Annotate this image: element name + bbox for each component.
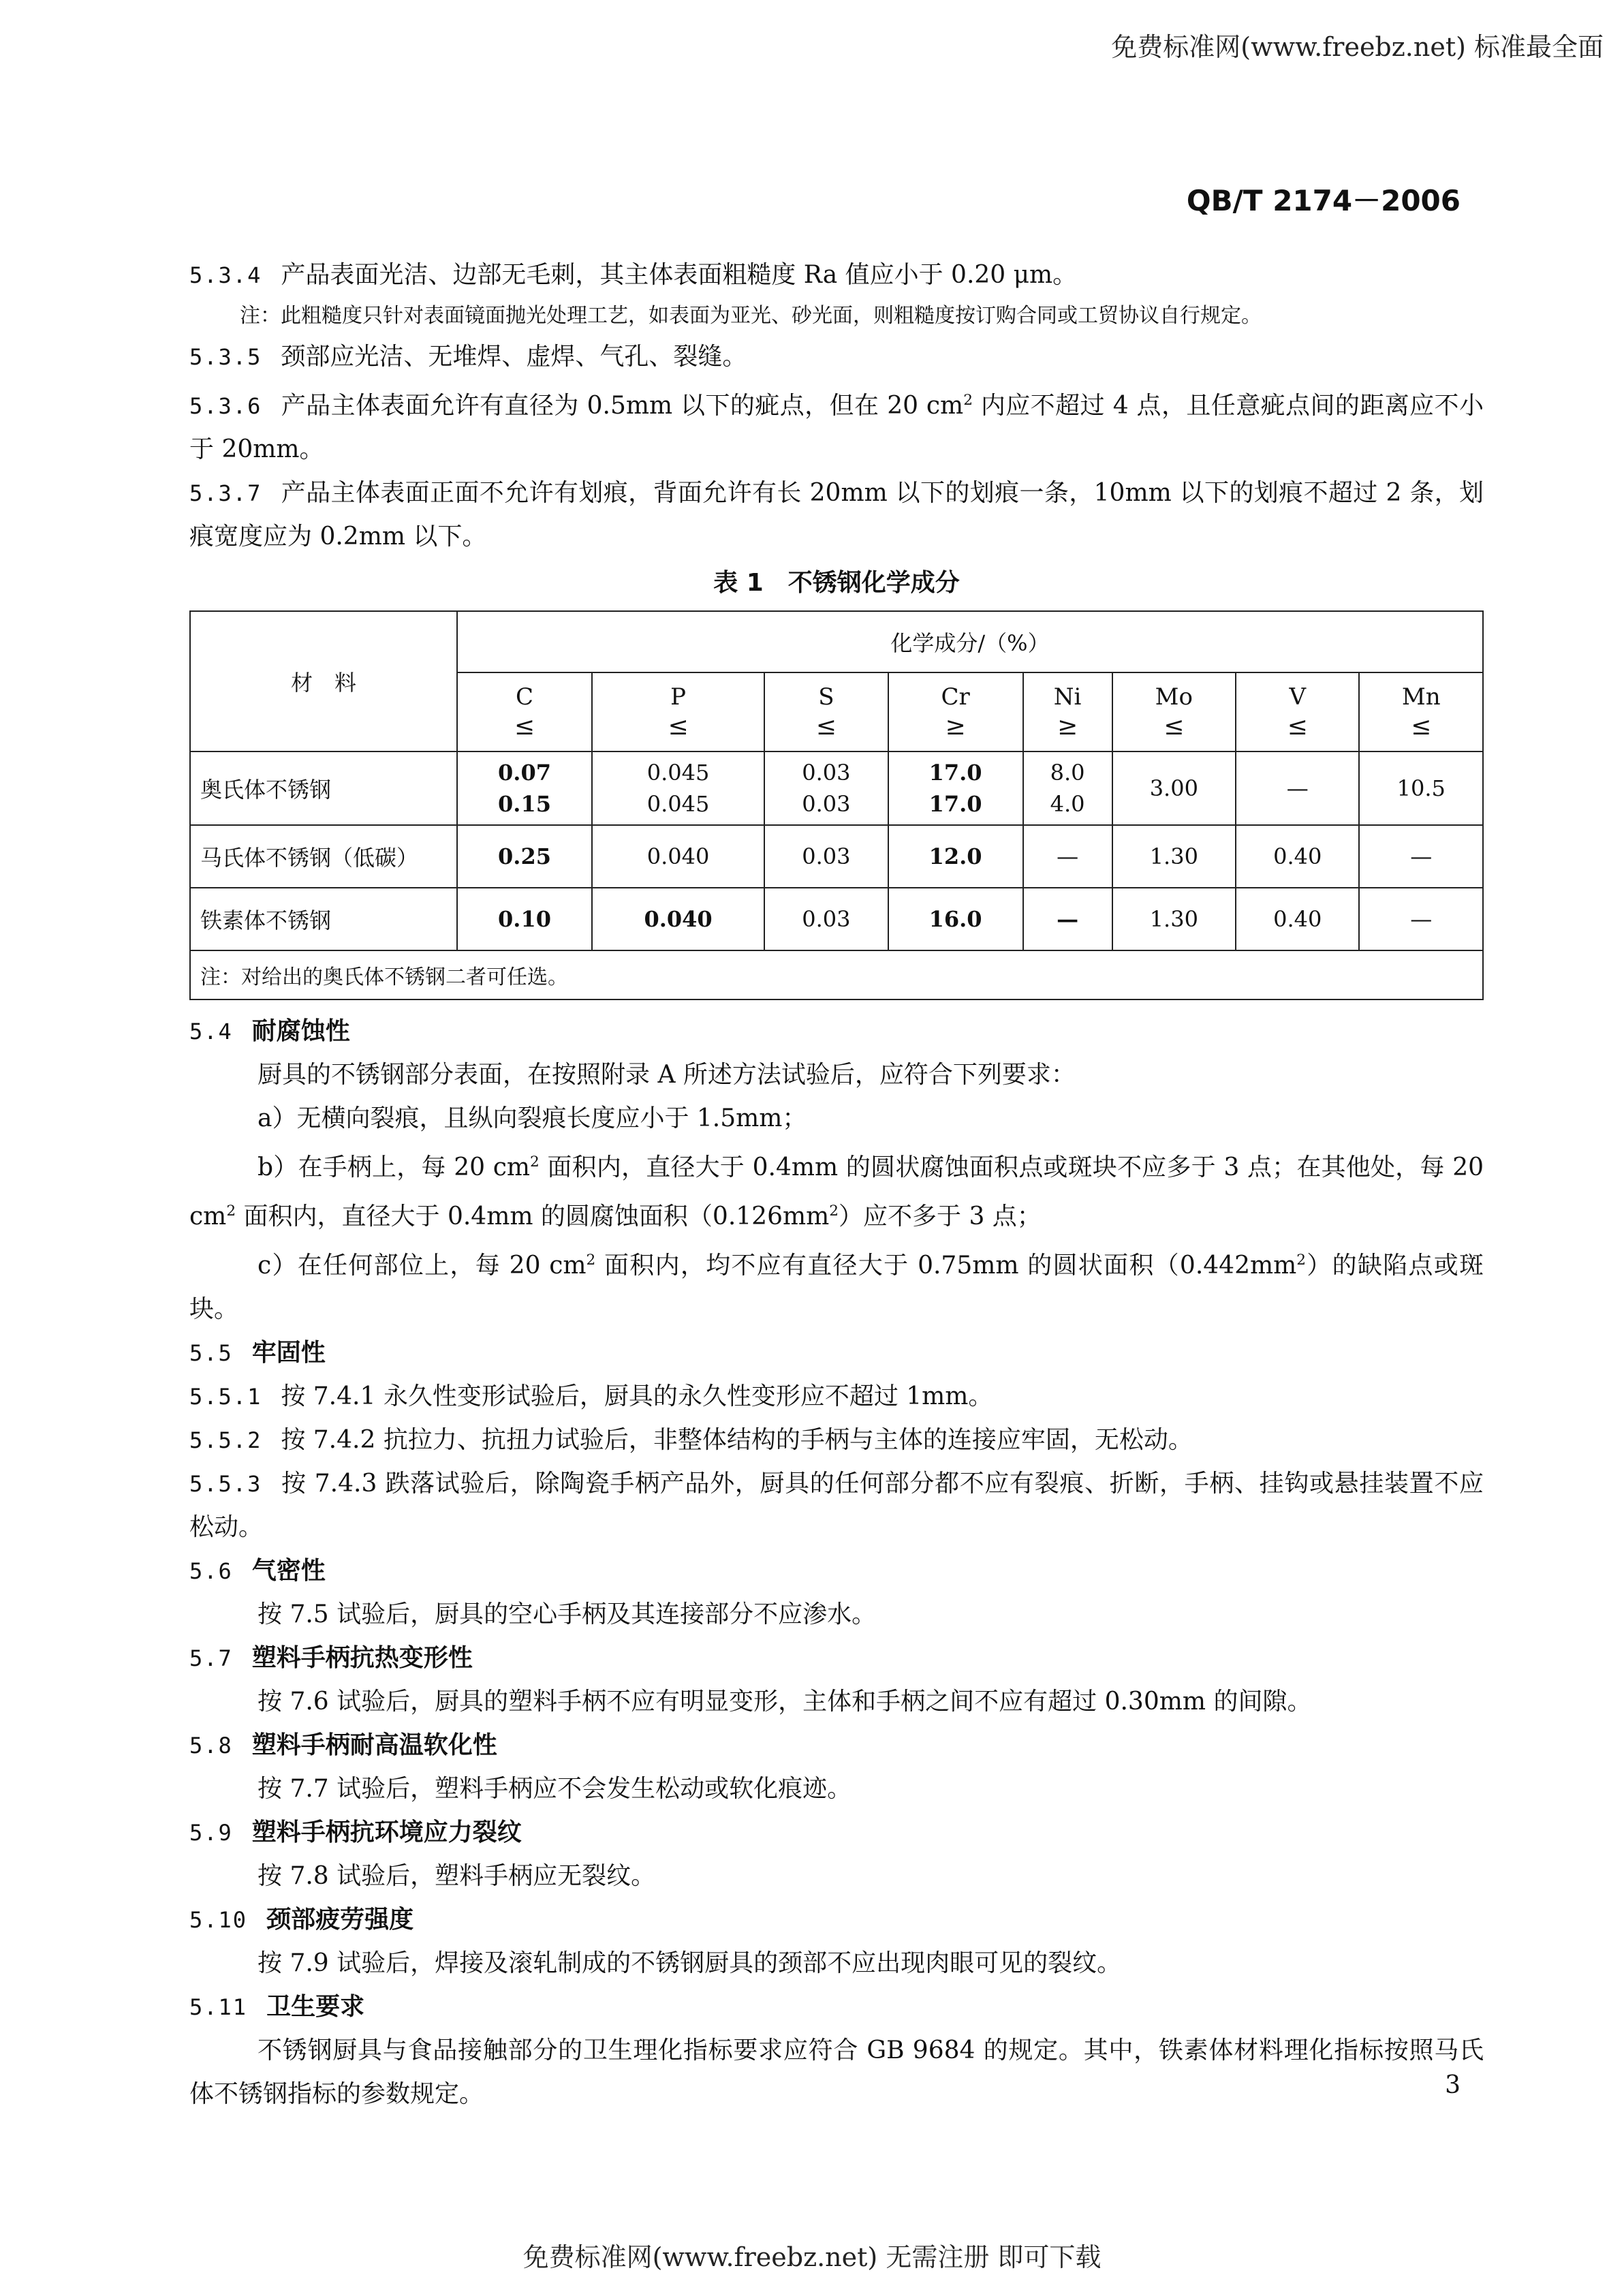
- element-header: Cr ≥: [888, 672, 1023, 751]
- value-cell: 1.30: [1112, 825, 1236, 888]
- chemical-composition-table: [189, 610, 1484, 1000]
- section-5-6: [189, 1549, 1484, 1593]
- value-cell: 0.040: [592, 825, 764, 888]
- element-header: Mn ≤: [1359, 672, 1483, 751]
- value-cell: 12.0: [888, 825, 1023, 888]
- clause-text: 产品主体表面允许有直径为 0.5mm 以下的疵点，但在 20 cm: [281, 392, 964, 420]
- clause-number: 5.3.5: [189, 344, 262, 370]
- section-title: 颈部疲劳强度: [266, 1906, 414, 1934]
- section-number: 5.6: [189, 1558, 233, 1584]
- section-number: 5.4: [189, 1019, 233, 1044]
- value-cell: 17.0 17.0: [888, 751, 1023, 825]
- clause-number: 5.3.7: [189, 480, 262, 506]
- value-cell: —: [1236, 751, 1359, 825]
- section-title: 牢固性: [251, 1339, 326, 1367]
- section-number: 5.10: [189, 1907, 248, 1933]
- table-title: 表 1 不锈钢化学成分: [713, 569, 960, 597]
- section-5-9: [189, 1811, 1484, 1855]
- value-cell: —: [1359, 888, 1483, 950]
- element-header: C ≤: [457, 672, 592, 751]
- material-header: 材 料: [190, 611, 457, 751]
- section-number: 5.9: [189, 1820, 233, 1846]
- element-header: S ≤: [764, 672, 888, 751]
- clause-text: 颈部应光洁、无堆焊、虚焊、气孔、裂缝。: [281, 343, 747, 371]
- element-header: Mo ≤: [1112, 672, 1236, 751]
- table-header-row: [190, 611, 1483, 672]
- element-header: Ni ≥: [1023, 672, 1112, 751]
- value-cell: 0.040: [592, 888, 764, 950]
- clause-text: 按 7.4.3 跌落试验后，除陶瓷手柄产品外，厨具的任何部分都不应有裂痕、折断，手柄、挂钩或悬挂装置不应松动。: [189, 1470, 1484, 1541]
- section-5-8: [189, 1724, 1484, 1767]
- clause-text: 产品表面光洁、边部无毛刺，其主体表面粗糙度 Ra 值应小于 0.20 μm。: [281, 261, 1078, 289]
- list-item-c: c）在任何部位上，每 20 $cm^2$ 面积内，均不应有直径大于 0.75mm 的圆状面积$(0.442mm^2)$的缺陷点或斑块。: [189, 1252, 1484, 1323]
- clause-5-3-4-note: 注：此粗糙度只针对表面镜面抛光处理工艺，如表面为亚光、砂光面，则粗糙度按订购合同或工贸协议自行规定。: [240, 304, 1262, 328]
- section-5-4-intro: 厨具的不锈钢部分表面，在按照附录 A 所述方法试验后，应符合下列要求：: [257, 1061, 1076, 1089]
- section-5-9-text: 按 7.8 试验后，塑料手柄应无裂纹。: [257, 1862, 656, 1890]
- value-cell: 0.07 0.15: [457, 751, 592, 825]
- section-5-10: [189, 1898, 1484, 1942]
- page-content: [189, 253, 1484, 2116]
- value-cell: 0.045 0.045: [592, 751, 764, 825]
- material-cell: 马氏体不锈钢（低碳）: [190, 825, 457, 888]
- section-title: 耐腐蚀性: [251, 1017, 350, 1045]
- element-header: V ≤: [1236, 672, 1359, 751]
- value-cell: 0.25: [457, 825, 592, 888]
- material-cell: 奥氏体不锈钢: [190, 751, 457, 825]
- value-cell: 8.0 4.0: [1023, 751, 1112, 825]
- section-5-11: [189, 1985, 1484, 2029]
- superscript: 2: [963, 392, 973, 409]
- clause-5-3-5: [189, 335, 1484, 379]
- element-header: P ≤: [592, 672, 764, 751]
- clause-number: 5.5.3: [189, 1471, 262, 1497]
- watermark-bottom: 免费标准网(www.freebz.net) 无需注册 即可下载: [522, 2242, 1102, 2272]
- section-number: 5.11: [189, 1994, 248, 2020]
- value-cell: 3.00: [1112, 751, 1236, 825]
- clause-number: 5.3.6: [189, 393, 262, 419]
- material-cell: 铁素体不锈钢: [190, 888, 457, 950]
- section-5-4: [189, 1010, 1484, 1053]
- page-number: 3: [1445, 2071, 1461, 2099]
- table-note-row: [190, 950, 1483, 999]
- value-cell: —: [1023, 888, 1112, 950]
- composition-header: 化学成分/（%）: [457, 611, 1483, 672]
- value-cell: 0.40: [1236, 888, 1359, 950]
- table-row: [190, 888, 1483, 950]
- section-number: 5.8: [189, 1733, 233, 1758]
- list-item-a: a）无横向裂痕，且纵向裂痕长度应小于 1.5mm；: [257, 1104, 807, 1132]
- section-5-8-text: 按 7.7 试验后，塑料手柄应不会发生松动或软化痕迹。: [257, 1775, 852, 1803]
- value-cell: 0.10: [457, 888, 592, 950]
- clause-text: 按 7.4.2 抗拉力、抗扭力试验后，非整体结构的手柄与主体的连接应牢固，无松动。: [281, 1426, 1193, 1454]
- section-5-10-text: 按 7.9 试验后，焊接及滚轧制成的不锈钢厨具的颈部不应出现肉眼可见的裂纹。: [257, 1949, 1122, 1977]
- section-5-5: [189, 1331, 1484, 1375]
- value-cell: 0.40: [1236, 825, 1359, 888]
- clause-5-5-2: [189, 1419, 1484, 1462]
- clause-5-3-4: [189, 253, 1484, 297]
- clause-text: 内应不超过 4 点，且任意疵点间的距离应不小于 20mm。: [189, 392, 1484, 463]
- section-5-7-text: 按 7.6 试验后，厨具的塑料手柄不应有明显变形，主体和手柄之间不应有超过 0.30mm 的间隙。: [257, 1688, 1312, 1716]
- section-title: 塑料手柄抗环境应力裂纹: [251, 1818, 522, 1846]
- section-title: 塑料手柄耐高温软化性: [251, 1731, 497, 1759]
- table-note: 注：对给出的奥氏体不锈钢二者可任选。: [190, 950, 1483, 999]
- standard-code: QB/T 2174－2006: [1186, 184, 1461, 217]
- list-item-b: b）在手柄上，每 20 $cm^2$ 面积内，直径大于 0.4mm 的圆状腐蚀面积点或斑块不应多于 3 点；在其他处，每 20 $cm^2$ 面积内，直径大于 0.4mm 的圆腐蚀面积$(0.126mm^2)$应不多于 3 点；: [189, 1153, 1484, 1230]
- table-row: [190, 825, 1483, 888]
- value-cell: 0.03 0.03: [764, 751, 888, 825]
- table-row: [190, 751, 1483, 825]
- clause-5-3-7: [189, 471, 1484, 559]
- section-5-7: [189, 1637, 1484, 1680]
- clause-number: 5.5.1: [189, 1384, 262, 1410]
- clause-number: 5.3.4: [189, 262, 262, 288]
- section-5-11-text: 不锈钢厨具与食品接触部分的卫生理化指标要求应符合 GB 9684 的规定。其中，铁素体材料理化指标按照马氏体不锈钢指标的参数规定。: [189, 2036, 1484, 2108]
- clause-5-5-1: [189, 1375, 1484, 1419]
- section-title: 卫生要求: [266, 1993, 365, 2021]
- section-5-6-text: 按 7.5 试验后，厨具的空心手柄及其连接部分不应渗水。: [257, 1600, 877, 1628]
- value-cell: 10.5: [1359, 751, 1483, 825]
- section-title: 塑料手柄抗热变形性: [251, 1644, 473, 1672]
- section-number: 5.7: [189, 1645, 233, 1671]
- value-cell: 1.30: [1112, 888, 1236, 950]
- clause-number: 5.5.2: [189, 1427, 262, 1453]
- value-cell: —: [1023, 825, 1112, 888]
- clause-5-5-3: [189, 1462, 1484, 1549]
- value-cell: 0.03: [764, 825, 888, 888]
- clause-text: 产品主体表面正面不允许有划痕，背面允许有长 20mm 以下的划痕一条，10mm 以下的划痕不超过 2 条，划痕宽度应为 0.2mm 以下。: [189, 479, 1484, 551]
- clause-5-3-6: [189, 379, 1484, 471]
- value-cell: 0.03: [764, 888, 888, 950]
- value-cell: —: [1359, 825, 1483, 888]
- watermark-top: 免费标准网(www.freebz.net) 标准最全面: [1111, 32, 1604, 62]
- section-number: 5.5: [189, 1340, 233, 1366]
- section-title: 气密性: [251, 1557, 326, 1585]
- value-cell: 16.0: [888, 888, 1023, 950]
- clause-text: 按 7.4.1 永久性变形试验后，厨具的永久性变形应不超过 1mm。: [281, 1382, 993, 1410]
